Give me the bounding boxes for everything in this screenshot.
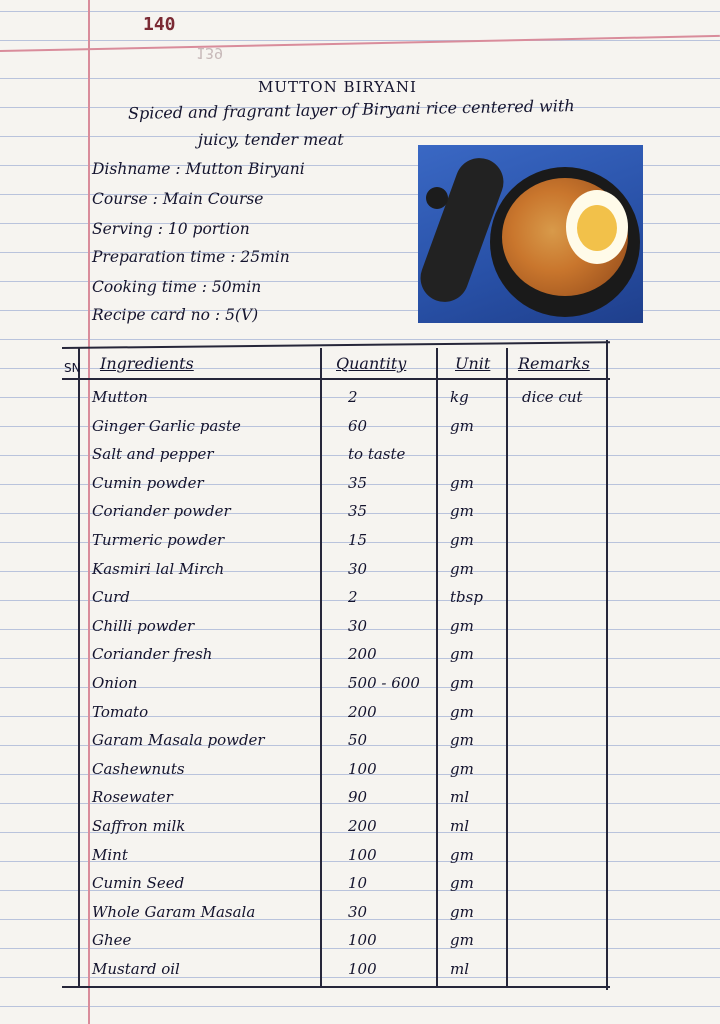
- cell-quantity: 100: [348, 760, 377, 778]
- table-col-divider-3: [506, 348, 508, 988]
- cell-unit: gm: [450, 560, 474, 578]
- cell-ingredient: Coriander fresh: [92, 645, 213, 663]
- recipe-subtitle-line2: juicy, tender meat: [198, 130, 344, 149]
- detail-course: Course : Main Course: [92, 190, 264, 208]
- cell-quantity: 30: [348, 617, 368, 635]
- cell-unit: gm: [450, 931, 474, 949]
- table-col-divider-2: [436, 348, 438, 988]
- detail-prep-time: Preparation time : 25min: [92, 248, 290, 266]
- cell-ingredient: Saffron milk: [92, 817, 186, 835]
- cell-quantity: 15: [348, 531, 368, 549]
- cell-remarks: dice cut: [522, 388, 583, 406]
- cell-ingredient: Tomato: [92, 703, 149, 721]
- cell-ingredient: Kasmiri lal Mirch: [92, 560, 225, 578]
- cell-ingredient: Salt and pepper: [92, 445, 214, 463]
- header-ingredients: Ingredients: [100, 354, 194, 373]
- header-quantity: Quantity: [336, 354, 407, 373]
- cell-quantity: 30: [348, 903, 368, 921]
- header-rule: [0, 35, 720, 52]
- cell-unit: ml: [450, 960, 470, 978]
- cell-unit: gm: [450, 474, 474, 492]
- cell-ingredient: Coriander powder: [92, 502, 231, 520]
- cell-quantity: 2: [348, 388, 358, 406]
- cell-ingredient: Mutton: [92, 388, 148, 406]
- cell-quantity: 50: [348, 731, 368, 749]
- header-remarks: Remarks: [518, 354, 590, 373]
- cell-quantity: 90: [348, 788, 368, 806]
- cell-unit: gm: [450, 903, 474, 921]
- header-unit: Unit: [455, 354, 491, 373]
- cell-unit: gm: [450, 731, 474, 749]
- cell-quantity: 100: [348, 931, 377, 949]
- cell-ingredient: Ginger Garlic paste: [92, 417, 241, 435]
- table-col-divider-4: [606, 340, 608, 990]
- table-header-rule: [62, 378, 610, 380]
- cell-quantity: 100: [348, 960, 377, 978]
- cell-unit: tbsp: [450, 588, 483, 606]
- cell-quantity: 35: [348, 502, 368, 520]
- cell-ingredient: Curd: [92, 588, 130, 606]
- cell-unit: gm: [450, 617, 474, 635]
- cell-ingredient: Mint: [92, 846, 128, 864]
- recipe-title: MUTTON BIRYANI: [258, 78, 417, 96]
- cell-quantity: 30: [348, 560, 368, 578]
- page-number: 140: [143, 14, 176, 35]
- cell-quantity: 35: [348, 474, 368, 492]
- table-top-rule: [62, 341, 610, 349]
- cell-unit: gm: [450, 846, 474, 864]
- detail-cook-time: Cooking time : 50min: [92, 278, 262, 296]
- cell-ingredient: Cumin Seed: [92, 874, 185, 892]
- cell-unit: gm: [450, 502, 474, 520]
- cell-quantity: 100: [348, 846, 377, 864]
- cell-ingredient: Mustard oil: [92, 960, 180, 978]
- cell-unit: ml: [450, 817, 470, 835]
- cell-quantity: 200: [348, 645, 377, 663]
- table-col-divider-sn: [78, 348, 80, 988]
- cell-ingredient: Cashewnuts: [92, 760, 185, 778]
- cell-quantity: 10: [348, 874, 368, 892]
- cell-ingredient: Turmeric powder: [92, 531, 225, 549]
- detail-serving: Serving : 10 portion: [92, 220, 250, 238]
- lid-knob: [426, 187, 448, 209]
- cell-unit: gm: [450, 703, 474, 721]
- cell-unit: gm: [450, 645, 474, 663]
- cell-ingredient: Ghee: [92, 931, 132, 949]
- cell-unit: gm: [450, 874, 474, 892]
- detail-recipe-card-no: Recipe card no : 5(V): [92, 306, 259, 324]
- cell-quantity: 200: [348, 817, 377, 835]
- cell-unit: gm: [450, 531, 474, 549]
- table-bottom-rule: [62, 986, 610, 988]
- cell-quantity: 60: [348, 417, 368, 435]
- cell-quantity: 500 - 600: [348, 674, 420, 692]
- margin-line: [88, 0, 90, 1024]
- cell-unit: gm: [450, 674, 474, 692]
- header-sn: SN: [64, 361, 81, 375]
- table-col-divider-1: [320, 348, 322, 988]
- recipe-subtitle-line1: Spiced and fragrant layer of Biryani rice centered with: [127, 96, 575, 123]
- cell-unit: gm: [450, 760, 474, 778]
- detail-dishname: Dishname : Mutton Biryani: [92, 160, 305, 178]
- cell-unit: ml: [450, 788, 470, 806]
- cell-ingredient: Rosewater: [92, 788, 173, 806]
- cell-quantity: 200: [348, 703, 377, 721]
- biryani-photo: [418, 145, 643, 323]
- cell-ingredient: Cumin powder: [92, 474, 204, 492]
- egg-yolk: [577, 205, 617, 251]
- faded-page-number: 139: [196, 44, 224, 62]
- cell-ingredient: Whole Garam Masala: [92, 903, 256, 921]
- cell-ingredient: Chilli powder: [92, 617, 195, 635]
- cell-quantity: to taste: [348, 445, 406, 463]
- cell-quantity: 2: [348, 588, 358, 606]
- cell-ingredient: Onion: [92, 674, 138, 692]
- cell-unit: gm: [450, 417, 474, 435]
- cell-ingredient: Garam Masala powder: [92, 731, 265, 749]
- cell-unit: kg: [450, 388, 469, 406]
